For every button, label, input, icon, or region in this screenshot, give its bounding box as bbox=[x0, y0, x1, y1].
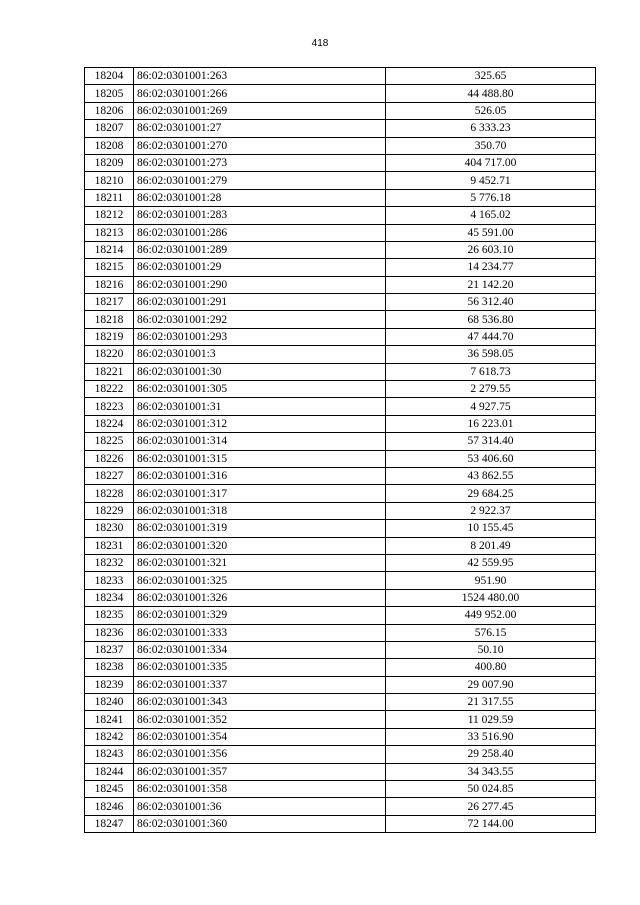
value-cell: 9 452.71 bbox=[386, 172, 596, 189]
cadastral-number-cell: 86:02:0301001:269 bbox=[134, 102, 386, 119]
cadastral-number-cell: 86:02:0301001:305 bbox=[134, 381, 386, 398]
cadastral-number-cell: 86:02:0301001:329 bbox=[134, 607, 386, 624]
row-number-cell: 18226 bbox=[85, 450, 134, 467]
row-number-cell: 18235 bbox=[85, 607, 134, 624]
row-number-cell: 18231 bbox=[85, 537, 134, 554]
row-number-cell: 18236 bbox=[85, 624, 134, 641]
row-number-cell: 18238 bbox=[85, 659, 134, 676]
row-number-cell: 18240 bbox=[85, 694, 134, 711]
cadastral-number-cell: 86:02:0301001:335 bbox=[134, 659, 386, 676]
cadastral-number-cell: 86:02:0301001:316 bbox=[134, 467, 386, 484]
value-cell: 21 142.20 bbox=[386, 276, 596, 293]
cadastral-number-cell: 86:02:0301001:31 bbox=[134, 398, 386, 415]
row-number-cell: 18217 bbox=[85, 294, 134, 311]
table-row bbox=[85, 781, 596, 798]
row-number-cell: 18209 bbox=[85, 154, 134, 171]
value-cell: 10 155.45 bbox=[386, 520, 596, 537]
row-number-cell: 18233 bbox=[85, 572, 134, 589]
row-number-cell: 18207 bbox=[85, 120, 134, 137]
value-cell: 1524 480.00 bbox=[386, 589, 596, 606]
cadastral-number-cell: 86:02:0301001:321 bbox=[134, 554, 386, 571]
table-row bbox=[85, 554, 596, 571]
value-cell: 43 862.55 bbox=[386, 467, 596, 484]
table-row bbox=[85, 207, 596, 224]
cadastral-number-cell: 86:02:0301001:333 bbox=[134, 624, 386, 641]
row-number-cell: 18227 bbox=[85, 467, 134, 484]
table-row bbox=[85, 763, 596, 780]
row-number-cell: 18243 bbox=[85, 746, 134, 763]
table-row bbox=[85, 537, 596, 554]
cadastral-number-cell: 86:02:0301001:30 bbox=[134, 363, 386, 380]
row-number-cell: 18220 bbox=[85, 346, 134, 363]
table-row bbox=[85, 450, 596, 467]
row-number-cell: 18237 bbox=[85, 641, 134, 658]
cadastral-number-cell: 86:02:0301001:29 bbox=[134, 259, 386, 276]
cadastral-value-table bbox=[84, 67, 596, 833]
cadastral-number-cell: 86:02:0301001:28 bbox=[134, 189, 386, 206]
table-row bbox=[85, 68, 596, 85]
value-cell: 576.15 bbox=[386, 624, 596, 641]
table-row bbox=[85, 607, 596, 624]
cadastral-number-cell: 86:02:0301001:27 bbox=[134, 120, 386, 137]
table-row bbox=[85, 224, 596, 241]
cadastral-number-cell: 86:02:0301001:317 bbox=[134, 485, 386, 502]
value-cell: 449 952.00 bbox=[386, 607, 596, 624]
cadastral-number-cell: 86:02:0301001:290 bbox=[134, 276, 386, 293]
value-cell: 26 277.45 bbox=[386, 798, 596, 815]
value-cell: 50.10 bbox=[386, 641, 596, 658]
cadastral-number-cell: 86:02:0301001:326 bbox=[134, 589, 386, 606]
value-cell: 325.65 bbox=[386, 68, 596, 85]
table-row bbox=[85, 328, 596, 345]
table-row bbox=[85, 746, 596, 763]
table-row bbox=[85, 311, 596, 328]
row-number-cell: 18244 bbox=[85, 763, 134, 780]
value-cell: 68 536.80 bbox=[386, 311, 596, 328]
value-cell: 26 603.10 bbox=[386, 241, 596, 258]
cadastral-number-cell: 86:02:0301001:360 bbox=[134, 815, 386, 832]
row-number-cell: 18215 bbox=[85, 259, 134, 276]
value-cell: 29 258.40 bbox=[386, 746, 596, 763]
row-number-cell: 18247 bbox=[85, 815, 134, 832]
row-number-cell: 18234 bbox=[85, 589, 134, 606]
row-number-cell: 18224 bbox=[85, 415, 134, 432]
row-number-cell: 18221 bbox=[85, 363, 134, 380]
table-row bbox=[85, 398, 596, 415]
row-number-cell: 18219 bbox=[85, 328, 134, 345]
table-row bbox=[85, 694, 596, 711]
cadastral-number-cell: 86:02:0301001:354 bbox=[134, 728, 386, 745]
table-row bbox=[85, 485, 596, 502]
value-cell: 21 317.55 bbox=[386, 694, 596, 711]
row-number-cell: 18245 bbox=[85, 781, 134, 798]
value-cell: 72 144.00 bbox=[386, 815, 596, 832]
cadastral-number-cell: 86:02:0301001:266 bbox=[134, 85, 386, 102]
value-cell: 14 234.77 bbox=[386, 259, 596, 276]
table-row bbox=[85, 589, 596, 606]
row-number-cell: 18213 bbox=[85, 224, 134, 241]
value-cell: 4 927.75 bbox=[386, 398, 596, 415]
cadastral-number-cell: 86:02:0301001:318 bbox=[134, 502, 386, 519]
table-row bbox=[85, 433, 596, 450]
table-row bbox=[85, 520, 596, 537]
table-row bbox=[85, 624, 596, 641]
value-cell: 45 591.00 bbox=[386, 224, 596, 241]
value-cell: 526.05 bbox=[386, 102, 596, 119]
row-number-cell: 18246 bbox=[85, 798, 134, 815]
table-row bbox=[85, 154, 596, 171]
value-cell: 6 333.23 bbox=[386, 120, 596, 137]
cadastral-number-cell: 86:02:0301001:314 bbox=[134, 433, 386, 450]
value-cell: 36 598.05 bbox=[386, 346, 596, 363]
cadastral-number-cell: 86:02:0301001:315 bbox=[134, 450, 386, 467]
value-cell: 7 618.73 bbox=[386, 363, 596, 380]
row-number-cell: 18239 bbox=[85, 676, 134, 693]
value-cell: 2 922.37 bbox=[386, 502, 596, 519]
value-cell: 11 029.59 bbox=[386, 711, 596, 728]
value-cell: 56 312.40 bbox=[386, 294, 596, 311]
cadastral-number-cell: 86:02:0301001:293 bbox=[134, 328, 386, 345]
value-cell: 29 684.25 bbox=[386, 485, 596, 502]
value-cell: 29 007.90 bbox=[386, 676, 596, 693]
value-cell: 2 279.55 bbox=[386, 381, 596, 398]
table-row bbox=[85, 85, 596, 102]
row-number-cell: 18214 bbox=[85, 241, 134, 258]
cadastral-number-cell: 86:02:0301001:337 bbox=[134, 676, 386, 693]
value-cell: 47 444.70 bbox=[386, 328, 596, 345]
cadastral-number-cell: 86:02:0301001:343 bbox=[134, 694, 386, 711]
row-number-cell: 18223 bbox=[85, 398, 134, 415]
table-row bbox=[85, 137, 596, 154]
value-cell: 57 314.40 bbox=[386, 433, 596, 450]
value-cell: 33 516.90 bbox=[386, 728, 596, 745]
cadastral-number-cell: 86:02:0301001:270 bbox=[134, 137, 386, 154]
cadastral-number-cell: 86:02:0301001:356 bbox=[134, 746, 386, 763]
page-number: 418 bbox=[311, 38, 329, 49]
table-row bbox=[85, 276, 596, 293]
row-number-cell: 18208 bbox=[85, 137, 134, 154]
value-cell: 5 776.18 bbox=[386, 189, 596, 206]
row-number-cell: 18241 bbox=[85, 711, 134, 728]
cadastral-number-cell: 86:02:0301001:320 bbox=[134, 537, 386, 554]
row-number-cell: 18205 bbox=[85, 85, 134, 102]
value-cell: 4 165.02 bbox=[386, 207, 596, 224]
row-number-cell: 18218 bbox=[85, 311, 134, 328]
cadastral-number-cell: 86:02:0301001:319 bbox=[134, 520, 386, 537]
row-number-cell: 18222 bbox=[85, 381, 134, 398]
cadastral-number-cell: 86:02:0301001:334 bbox=[134, 641, 386, 658]
value-cell: 50 024.85 bbox=[386, 781, 596, 798]
row-number-cell: 18216 bbox=[85, 276, 134, 293]
row-number-cell: 18206 bbox=[85, 102, 134, 119]
table-row bbox=[85, 363, 596, 380]
value-cell: 44 488.80 bbox=[386, 85, 596, 102]
row-number-cell: 18232 bbox=[85, 554, 134, 571]
table-row bbox=[85, 676, 596, 693]
table-row bbox=[85, 241, 596, 258]
cadastral-number-cell: 86:02:0301001:358 bbox=[134, 781, 386, 798]
table-row bbox=[85, 346, 596, 363]
row-number-cell: 18225 bbox=[85, 433, 134, 450]
row-number-cell: 18229 bbox=[85, 502, 134, 519]
cadastral-number-cell: 86:02:0301001:3 bbox=[134, 346, 386, 363]
table-row bbox=[85, 572, 596, 589]
cadastral-number-cell: 86:02:0301001:273 bbox=[134, 154, 386, 171]
row-number-cell: 18210 bbox=[85, 172, 134, 189]
table-row bbox=[85, 294, 596, 311]
table-row bbox=[85, 467, 596, 484]
row-number-cell: 18204 bbox=[85, 68, 134, 85]
value-cell: 34 343.55 bbox=[386, 763, 596, 780]
cadastral-number-cell: 86:02:0301001:352 bbox=[134, 711, 386, 728]
table-row bbox=[85, 659, 596, 676]
cadastral-number-cell: 86:02:0301001:325 bbox=[134, 572, 386, 589]
cadastral-number-cell: 86:02:0301001:283 bbox=[134, 207, 386, 224]
value-cell: 42 559.95 bbox=[386, 554, 596, 571]
table-row bbox=[85, 172, 596, 189]
row-number-cell: 18242 bbox=[85, 728, 134, 745]
cadastral-number-cell: 86:02:0301001:36 bbox=[134, 798, 386, 815]
table-row bbox=[85, 641, 596, 658]
table-row bbox=[85, 120, 596, 137]
cadastral-number-cell: 86:02:0301001:292 bbox=[134, 311, 386, 328]
value-cell: 53 406.60 bbox=[386, 450, 596, 467]
row-number-cell: 18211 bbox=[85, 189, 134, 206]
cadastral-number-cell: 86:02:0301001:357 bbox=[134, 763, 386, 780]
cadastral-number-cell: 86:02:0301001:291 bbox=[134, 294, 386, 311]
table-row bbox=[85, 728, 596, 745]
row-number-cell: 18212 bbox=[85, 207, 134, 224]
table-row bbox=[85, 798, 596, 815]
table-row bbox=[85, 711, 596, 728]
value-cell: 350.70 bbox=[386, 137, 596, 154]
table-row bbox=[85, 415, 596, 432]
cadastral-number-cell: 86:02:0301001:263 bbox=[134, 68, 386, 85]
table-row bbox=[85, 102, 596, 119]
table-row bbox=[85, 259, 596, 276]
cadastral-number-cell: 86:02:0301001:312 bbox=[134, 415, 386, 432]
value-cell: 400.80 bbox=[386, 659, 596, 676]
value-cell: 404 717.00 bbox=[386, 154, 596, 171]
table-row bbox=[85, 189, 596, 206]
table-body bbox=[85, 68, 596, 833]
cadastral-number-cell: 86:02:0301001:289 bbox=[134, 241, 386, 258]
table-row bbox=[85, 502, 596, 519]
row-number-cell: 18228 bbox=[85, 485, 134, 502]
cadastral-number-cell: 86:02:0301001:286 bbox=[134, 224, 386, 241]
row-number-cell: 18230 bbox=[85, 520, 134, 537]
cadastral-number-cell: 86:02:0301001:279 bbox=[134, 172, 386, 189]
value-cell: 16 223.01 bbox=[386, 415, 596, 432]
table-row bbox=[85, 815, 596, 832]
value-cell: 951.90 bbox=[386, 572, 596, 589]
table-row bbox=[85, 381, 596, 398]
value-cell: 8 201.49 bbox=[386, 537, 596, 554]
